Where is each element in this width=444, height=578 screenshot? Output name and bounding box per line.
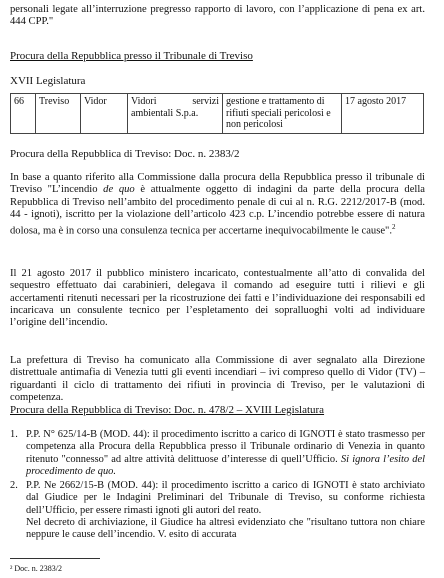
list-item-note: Si ignora l’esito del procedimento de quo. bbox=[26, 453, 425, 477]
list-item bbox=[10, 480, 425, 541]
list-item-body bbox=[26, 480, 425, 541]
incident-table bbox=[10, 93, 424, 134]
list-item-text-continued: Nel decreto di archiviazione, il Giudice ha altresì evidenziato che "risultano tuttora non chiare neppure le cause dell’incendio. V. esito di accurata bbox=[26, 517, 425, 541]
paragraph-pm: Il 21 agosto 2017 il pubblico ministero incaricato, contestualmente all’atto di convalida del sequestro effettuato dai carabinieri, delegava il comando ad eseguire tutti i rilievi e gli accertamenti ritenuti necessari per la ricostruzione dei fatti e l’individuazione dei responsabili ed incaricava un consulente tecnico per l’espletamento dei sopralluoghi volti ad individuare l’origine dell’incendio. bbox=[10, 268, 425, 329]
table-cell-activity: gestione e trattamento di rifiuti speciali pericolosi e non pericolosi bbox=[223, 94, 342, 134]
footnote-separator bbox=[10, 558, 100, 559]
paragraph-prefettura: La prefettura di Treviso ha comunicato alla Commissione di aver segnalato alla Direzione distrettuale antimafia di Venezia tutti gli eventi incendiari – ivi compreso quello di Vidor (TV) – riguardanti il ciclo di trattamento dei rifiuti in provincia di Treviso, per le valutazioni di competenza. bbox=[10, 355, 425, 403]
doc-478-title: Procura della Repubblica di Treviso: Doc. n. 478/2 – XVIII Legislatura bbox=[10, 404, 325, 416]
list-item-number: 1. bbox=[10, 429, 18, 440]
footnote: ² Doc. n. 2383/2 bbox=[10, 564, 62, 573]
procedure-list bbox=[10, 429, 425, 542]
list-item-text: P.P. Ne 2662/15-B (MOD. 44): il procedimento iscritto a carico di IGNOTI è stato archiviato dal Giudice per le Indagini Preliminari del Tribunale di Treviso, su conforme richiesta dell’Ufficio, per essere rimasti ignoti gli autori del reato. bbox=[26, 480, 425, 516]
list-item bbox=[10, 429, 425, 478]
table-cell-province: Treviso bbox=[36, 94, 81, 134]
table-cell-town: Vidor bbox=[81, 94, 128, 134]
list-item-text: P.P. N° 625/14-B (MOD. 44): il procedimento iscritto a carico di IGNOTI è stato trasmesso per competenza alla Procura della Repubblica presso il Tribunale ordinario di Venezia in quanto ritenuto "connesso" ad altre attività delittuose d’interesse di quell’Ufficio. bbox=[26, 429, 425, 465]
table-cell-number: 66 bbox=[11, 94, 36, 134]
paragraph-incendio-end: è attualmente oggetto di indagini da parte della procura della Repubblica di Treviso nell’ambito del procedimento penale di cui al n. R.G. 2212/2017-B (mod. 44 - ignoti), iscritto per la violazione dell’articolo 423 c.p. L’incendio potrebbe essere di natura dolosa, ma è in corso una consulenza tecnica per accertarne inequivocabilmente le cause". bbox=[10, 184, 425, 237]
section-heading-tribunale: Procura della Repubblica presso il Tribunale di Treviso bbox=[10, 50, 253, 62]
paragraph-incendio bbox=[10, 172, 425, 238]
footnote-ref: 2 bbox=[392, 223, 396, 232]
paragraph-incendio-latin: de quo bbox=[103, 184, 135, 196]
paragraph-incendio-start: In base a quanto riferito alla Commissione dalla procura della Repubblica presso il tribunale di Treviso "L’incendio bbox=[10, 172, 425, 196]
table-cell-date: 17 agosto 2017 bbox=[342, 94, 424, 134]
list-item-body bbox=[26, 429, 425, 478]
table-row bbox=[11, 94, 424, 134]
top-continuation-text: personali legate all’interruzione pregresso rapporto di lavoro, con l’applicazione di pena ex art. 444 CPP." bbox=[10, 4, 425, 28]
doc-2383-title: Procura della Repubblica di Treviso: Doc. n. 2383/2 bbox=[10, 148, 240, 160]
table-cell-company: Vidori servizi ambientali S.p.a. bbox=[128, 94, 223, 134]
legislature-label: XVII Legislatura bbox=[10, 75, 86, 87]
list-item-number: 2. bbox=[10, 480, 18, 492]
